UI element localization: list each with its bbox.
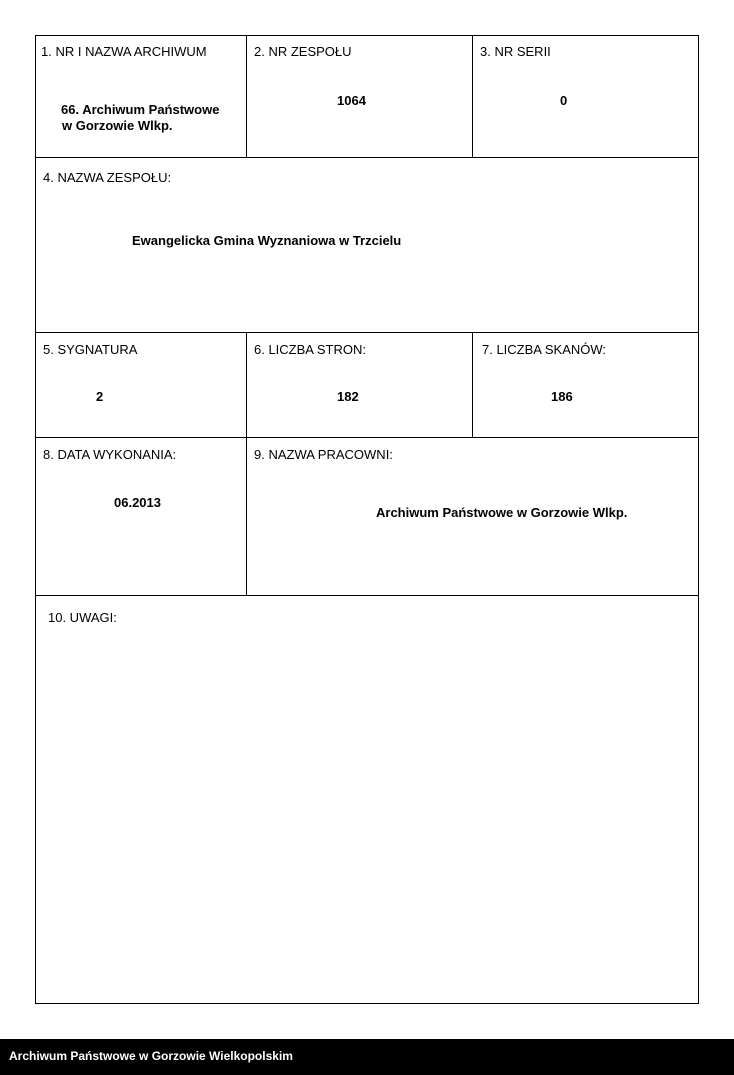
signature-label: 5. SYGNATURA — [43, 342, 138, 357]
cell-remarks — [36, 596, 698, 1003]
footer-bar — [0, 1039, 734, 1075]
row-execution — [36, 438, 698, 596]
workshop-label: 9. NAZWA PRACOWNI: — [254, 447, 393, 462]
fonds-name-value: Ewangelicka Gmina Wyznaniowa w Trzcielu — [132, 233, 402, 248]
row-remarks — [36, 596, 698, 1003]
signature-value: 2 — [96, 389, 104, 404]
archive-value-line1: 66. Archiwum Państwowe — [61, 102, 220, 117]
date-value: 06.2013 — [114, 495, 161, 510]
cell-date — [36, 438, 246, 595]
series-number-label: 3. NR SERII — [480, 44, 551, 59]
cell-scan-count — [472, 333, 699, 437]
archive-value — [61, 102, 219, 134]
remarks-label: 10. UWAGI: — [48, 610, 117, 625]
scan-count-label: 7. LICZBA SKANÓW: — [482, 342, 607, 357]
fonds-number-value: 1064 — [337, 93, 366, 108]
footer-text: Archiwum Państwowe w Gorzowie Wielkopolskim — [9, 1049, 293, 1063]
cell-page-count — [246, 333, 472, 437]
fonds-name-label: 4. NAZWA ZESPOŁU: — [43, 170, 172, 185]
row-archive-info — [36, 36, 698, 158]
archive-value-line2: w Gorzowie Wlkp. — [62, 118, 173, 133]
cell-signature — [36, 333, 246, 437]
date-label: 8. DATA WYKONANIA: — [43, 447, 177, 462]
cell-archive — [36, 36, 246, 157]
cell-series-number — [472, 36, 699, 157]
workshop-value: Archiwum Państwowe w Gorzowie Wlkp. — [376, 505, 628, 520]
cell-fonds-number — [246, 36, 472, 157]
cell-fonds-name — [36, 158, 698, 332]
scan-count-value: 186 — [551, 389, 573, 404]
fonds-number-label: 2. NR ZESPOŁU — [254, 44, 352, 59]
cell-workshop — [246, 438, 699, 595]
archive-label: 1. NR I NAZWA ARCHIWUM — [41, 44, 207, 59]
page-count-value: 182 — [337, 389, 359, 404]
page-count-label: 6. LICZBA STRON: — [254, 342, 366, 357]
series-number-value: 0 — [560, 93, 568, 108]
row-fonds-name — [36, 158, 698, 333]
metadata-form — [35, 35, 699, 1004]
row-counts — [36, 333, 698, 438]
